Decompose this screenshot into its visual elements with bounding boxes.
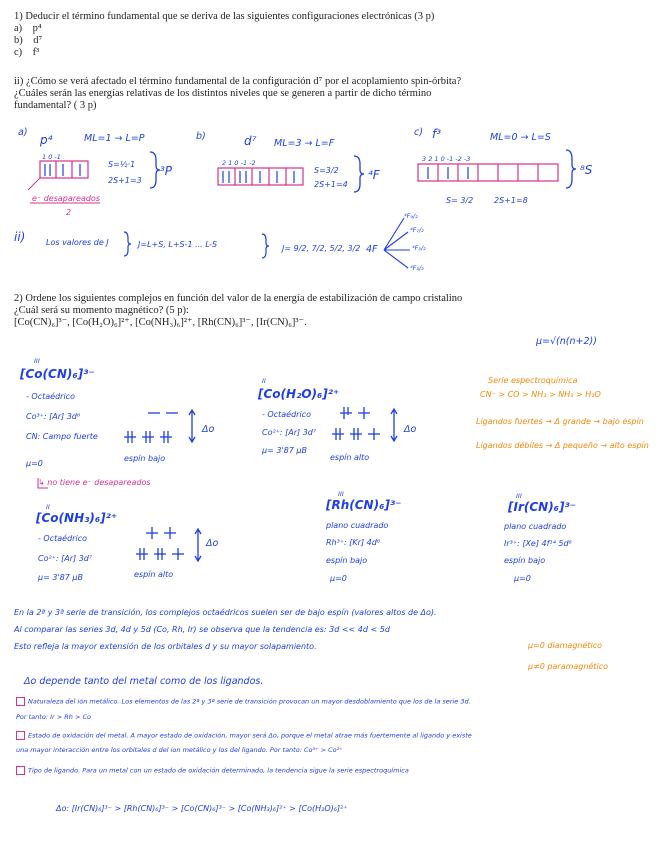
summary-line-3: Esto refleja la mayor extensión de los orbitales d y su mayor solapamiento. [14, 642, 317, 651]
answer-b-box-labels: 2 1 0 -1 -2 [222, 159, 256, 167]
complex-3-mu: μ= 3'87 μB [38, 573, 83, 582]
complex-2-formula: [Co(H₂O)₆]²⁺ [258, 387, 340, 401]
delta-dependence-title: Δo depende tanto del metal como de los ligandos. [24, 676, 264, 687]
complex-2-delta: Δo [404, 424, 417, 435]
answer-a-note-2: 2 [66, 208, 72, 217]
answer-a-label: a) [18, 127, 28, 138]
answer-a-note-arrow [28, 178, 40, 190]
factor-1-text: Naturaleza del ión metálico. Los elementos de las 2ª y 3ª serie de transición provocan un mayor desdoblamiento que los de la serie 3d. [28, 697, 471, 706]
complex-4-spin: espín bajo [326, 556, 368, 565]
answer-a-box-labels: 1 0 -1 [42, 153, 61, 161]
spectrochemical-series: CN⁻ > CO > NH₃ > NH₃ > H₂O [480, 390, 601, 399]
question-1 [14, 11, 434, 59]
complex-2-geometry: - Octaédrico [262, 410, 311, 419]
summary-line-2: Al comparar las series 3d, 4d y 5d (Co, Rh, Ir) se observa que la tendencia es: 3d << 4d < 5d [14, 625, 390, 634]
question-1-item-a: a) p⁴ [14, 23, 42, 34]
factor-1-line-2: Por tanto: Ir > Rh > Co [16, 713, 91, 721]
question-1-ii-line2: ¿Cuáles serán las energías relativas de los distintos niveles que se generen a partir de dicho término [14, 88, 432, 99]
answer-c-brace [566, 150, 576, 188]
answer-b-multiplicity: 2S+1=4 [314, 180, 348, 189]
factor-3-text: Tipo de ligando. Para un metal con un estado de oxidación determinado, la tendencia sigue la serie espectroquímica [28, 766, 409, 775]
answer-c-term: ⁸S [580, 163, 593, 177]
complex-4-geometry: plano cuadrado [326, 521, 389, 530]
answer-a-orbital-boxes [40, 161, 88, 178]
complex-1-splitting [124, 410, 195, 443]
question-1-item-b: b) d⁷ [14, 35, 43, 46]
complex-5-oxidation: III [516, 492, 522, 500]
answer-a-brace [150, 152, 160, 188]
question-2-line2: ¿Cuál será su momento magnético? (5 p): [14, 305, 189, 316]
complex-1-delta: Δo [202, 424, 215, 435]
complex-4-oxidation: III [338, 490, 344, 498]
complex-2-spin: espín alto [330, 453, 370, 462]
summary-line-1: En la 2ª y 3ª serie de transición, los complejos octaédricos suelen ser de bajo espín (valores altos de Δo). [14, 608, 437, 617]
answer-b-term: ⁴F [368, 168, 380, 182]
complex-1-config: Co³⁺: [Ar] 3d⁶ [26, 412, 81, 421]
answer-c-electrons [428, 167, 468, 179]
complex-3-geometry: - Octaédrico [38, 534, 87, 543]
paramagnetic-note: μ≠0 paramagnético [528, 662, 609, 671]
diamagnetic-note: μ=0 diamagnético [528, 641, 603, 650]
question-2-line3: [Co(CN)₆]³⁻, [Co(H₂O)₆]²⁺, [Co(NH₃)₆]²⁺, [Rh(CN)₆]³⁻, [Ir(CN)₆]³⁻. [14, 317, 307, 328]
complex-1-oxidation: III [34, 357, 40, 365]
factor-2-line-2: una mayor interacción entre los orbitales d del ion metálico y los del ligando. Por tanto: Co³⁺ > Co²⁺ [16, 746, 343, 754]
answer-a-multiplicity: 2S+1=3 [108, 176, 142, 185]
complex-3-oxidation: II [46, 503, 50, 511]
question-1-ii-line1: ii) ¿Cómo se verá afectado el término fundamental de la configuración d⁷ por el acoplamiento spin-órbita? [14, 76, 462, 87]
answer-b-electrons [223, 171, 294, 183]
answer-ii-level-1: ⁴F₉/₂ [404, 212, 418, 220]
answer-b-config: d⁷ [244, 134, 257, 148]
answer-a-config: p⁴ [40, 133, 53, 147]
answer-b-ml: ML=3 → L=F [274, 138, 335, 149]
answer-b-spin: S=3/2 [314, 166, 339, 175]
final-ordering: Δo: [Ir(CN)₆]³⁻ > [Rh(CN)₆]³⁻ > [Co(CN)₆]³⁻ > [Co(NH₃)₆]²⁺ > [Co(H₂O)₆]²⁺ [56, 804, 348, 813]
factor-2-line-1 [16, 731, 472, 740]
answer-c-ml: ML=0 → L=S [490, 132, 551, 143]
complex-1-mu: μ=0 [26, 459, 43, 468]
complex-1-note: ↳ no tiene e⁻ desapareados [38, 478, 151, 487]
answer-c-multiplicity: 2S+1=8 [494, 196, 528, 205]
weak-ligands-note: Ligandos débiles → Δ pequeño → alto espín [476, 441, 649, 450]
answer-b-label: b) [196, 131, 206, 142]
strong-ligands-note: Ligandos fuertes → Δ grande → bajo espín [476, 417, 644, 426]
checkbox-icon [16, 697, 25, 706]
question-2 [14, 293, 462, 329]
answer-a-spin: S=½·1 [108, 160, 136, 169]
complex-3-spin: espín alto [134, 570, 174, 579]
complex-2-mu: μ= 3'87 μB [262, 446, 307, 455]
answer-c-spin: S= 3/2 [446, 196, 474, 205]
complex-3-delta: Δo [206, 538, 219, 549]
spectrochemical-series-title: Serie espectroquímica [488, 376, 578, 385]
complex-5-formula: [Ir(CN)₆]³⁻ [508, 500, 577, 514]
complex-1-geometry: - Octaédrico [26, 392, 75, 401]
mu-formula: μ=√(n(n+2)) [536, 336, 597, 347]
answer-b-orbital-boxes [218, 168, 303, 185]
answer-ii-jvalues: J= 9/2, 7/2, 5/2, 3/2 [282, 244, 361, 253]
complex-1-spin: espín bajo [124, 454, 166, 463]
factor-2-text: Estado de oxidación del metal. A mayor estado de oxidación, mayor será Δo, porque el metal atrae más fuertemente al ligando y existe [28, 731, 472, 740]
question-1-ii [14, 76, 461, 112]
answer-ii-text: Los valores de J [46, 238, 109, 247]
complex-1-ligand: CN: Campo fuerte [26, 432, 98, 441]
answer-c-label: c) [414, 127, 423, 138]
complex-1-formula: [Co(CN)₆]³⁻ [20, 367, 95, 381]
answer-ii-splitting-lines [384, 218, 410, 268]
checkbox-icon [16, 766, 25, 775]
answer-ii-level-3: ⁴F₅/₂ [412, 244, 426, 252]
complex-3-formula: [Co(NH₃)₆]²⁺ [36, 511, 118, 525]
answer-ii-level-2: ⁴F₇/₂ [410, 226, 424, 234]
checkbox-icon [16, 731, 25, 740]
complex-3-splitting [136, 527, 201, 561]
answer-a-ml: ML=1 → L=P [84, 133, 145, 144]
answer-a-term: ³P [160, 164, 173, 178]
complex-4-config: Rh³⁺: [Kr] 4d⁶ [326, 538, 380, 547]
complex-2-oxidation: II [262, 377, 266, 385]
answer-ii-level-4: ⁴F₃/₂ [410, 264, 424, 272]
question-1-title: 1) Deducir el término fundamental que se deriva de las siguientes configuraciones electrónicas (3 p) [14, 11, 435, 22]
complex-2-config: Co²⁺: [Ar] 3d⁷ [262, 428, 317, 437]
factor-3-line [16, 766, 409, 775]
question-1-ii-line3: fundamental? ( 3 p) [14, 100, 97, 111]
answer-a-electrons [45, 164, 80, 176]
answer-ii-term: 4F [366, 244, 378, 255]
answer-c-config: f³ [432, 127, 442, 141]
answer-ii-jrange: J=L+S, L+S-1 ... L-S [138, 240, 218, 249]
answer-c-box-labels: 3 2 1 0 -1 -2 -3 [422, 155, 471, 163]
complex-5-geometry: plano cuadrado [504, 522, 567, 531]
complex-5-config: Ir³⁺: [Xe] 4f¹⁴ 5d⁶ [504, 539, 572, 548]
answer-ii-label: ii) [14, 230, 26, 244]
answer-ii-brace-1 [124, 232, 131, 256]
complex-2-splitting [332, 407, 397, 441]
question-2-line1: 2) Ordene los siguientes complejos en función del valor de la energía de estabilización de campo cristalino [14, 293, 463, 304]
answer-ii-brace-2 [262, 234, 269, 258]
complex-5-spin: espín bajo [504, 556, 546, 565]
complex-3-config: Co²⁺: [Ar] 3d⁷ [38, 554, 93, 563]
question-1-item-c: c) f³ [14, 47, 40, 58]
complex-5-mu: μ=0 [514, 574, 531, 583]
answer-b-brace [354, 156, 364, 192]
answer-a-note: e⁻ desapareados [32, 194, 100, 203]
factor-1-line-1 [16, 697, 471, 706]
complex-4-formula: [Rh(CN)₆]³⁻ [326, 498, 402, 512]
answer-c-orbital-boxes [418, 164, 558, 181]
complex-4-mu: μ=0 [330, 574, 347, 583]
